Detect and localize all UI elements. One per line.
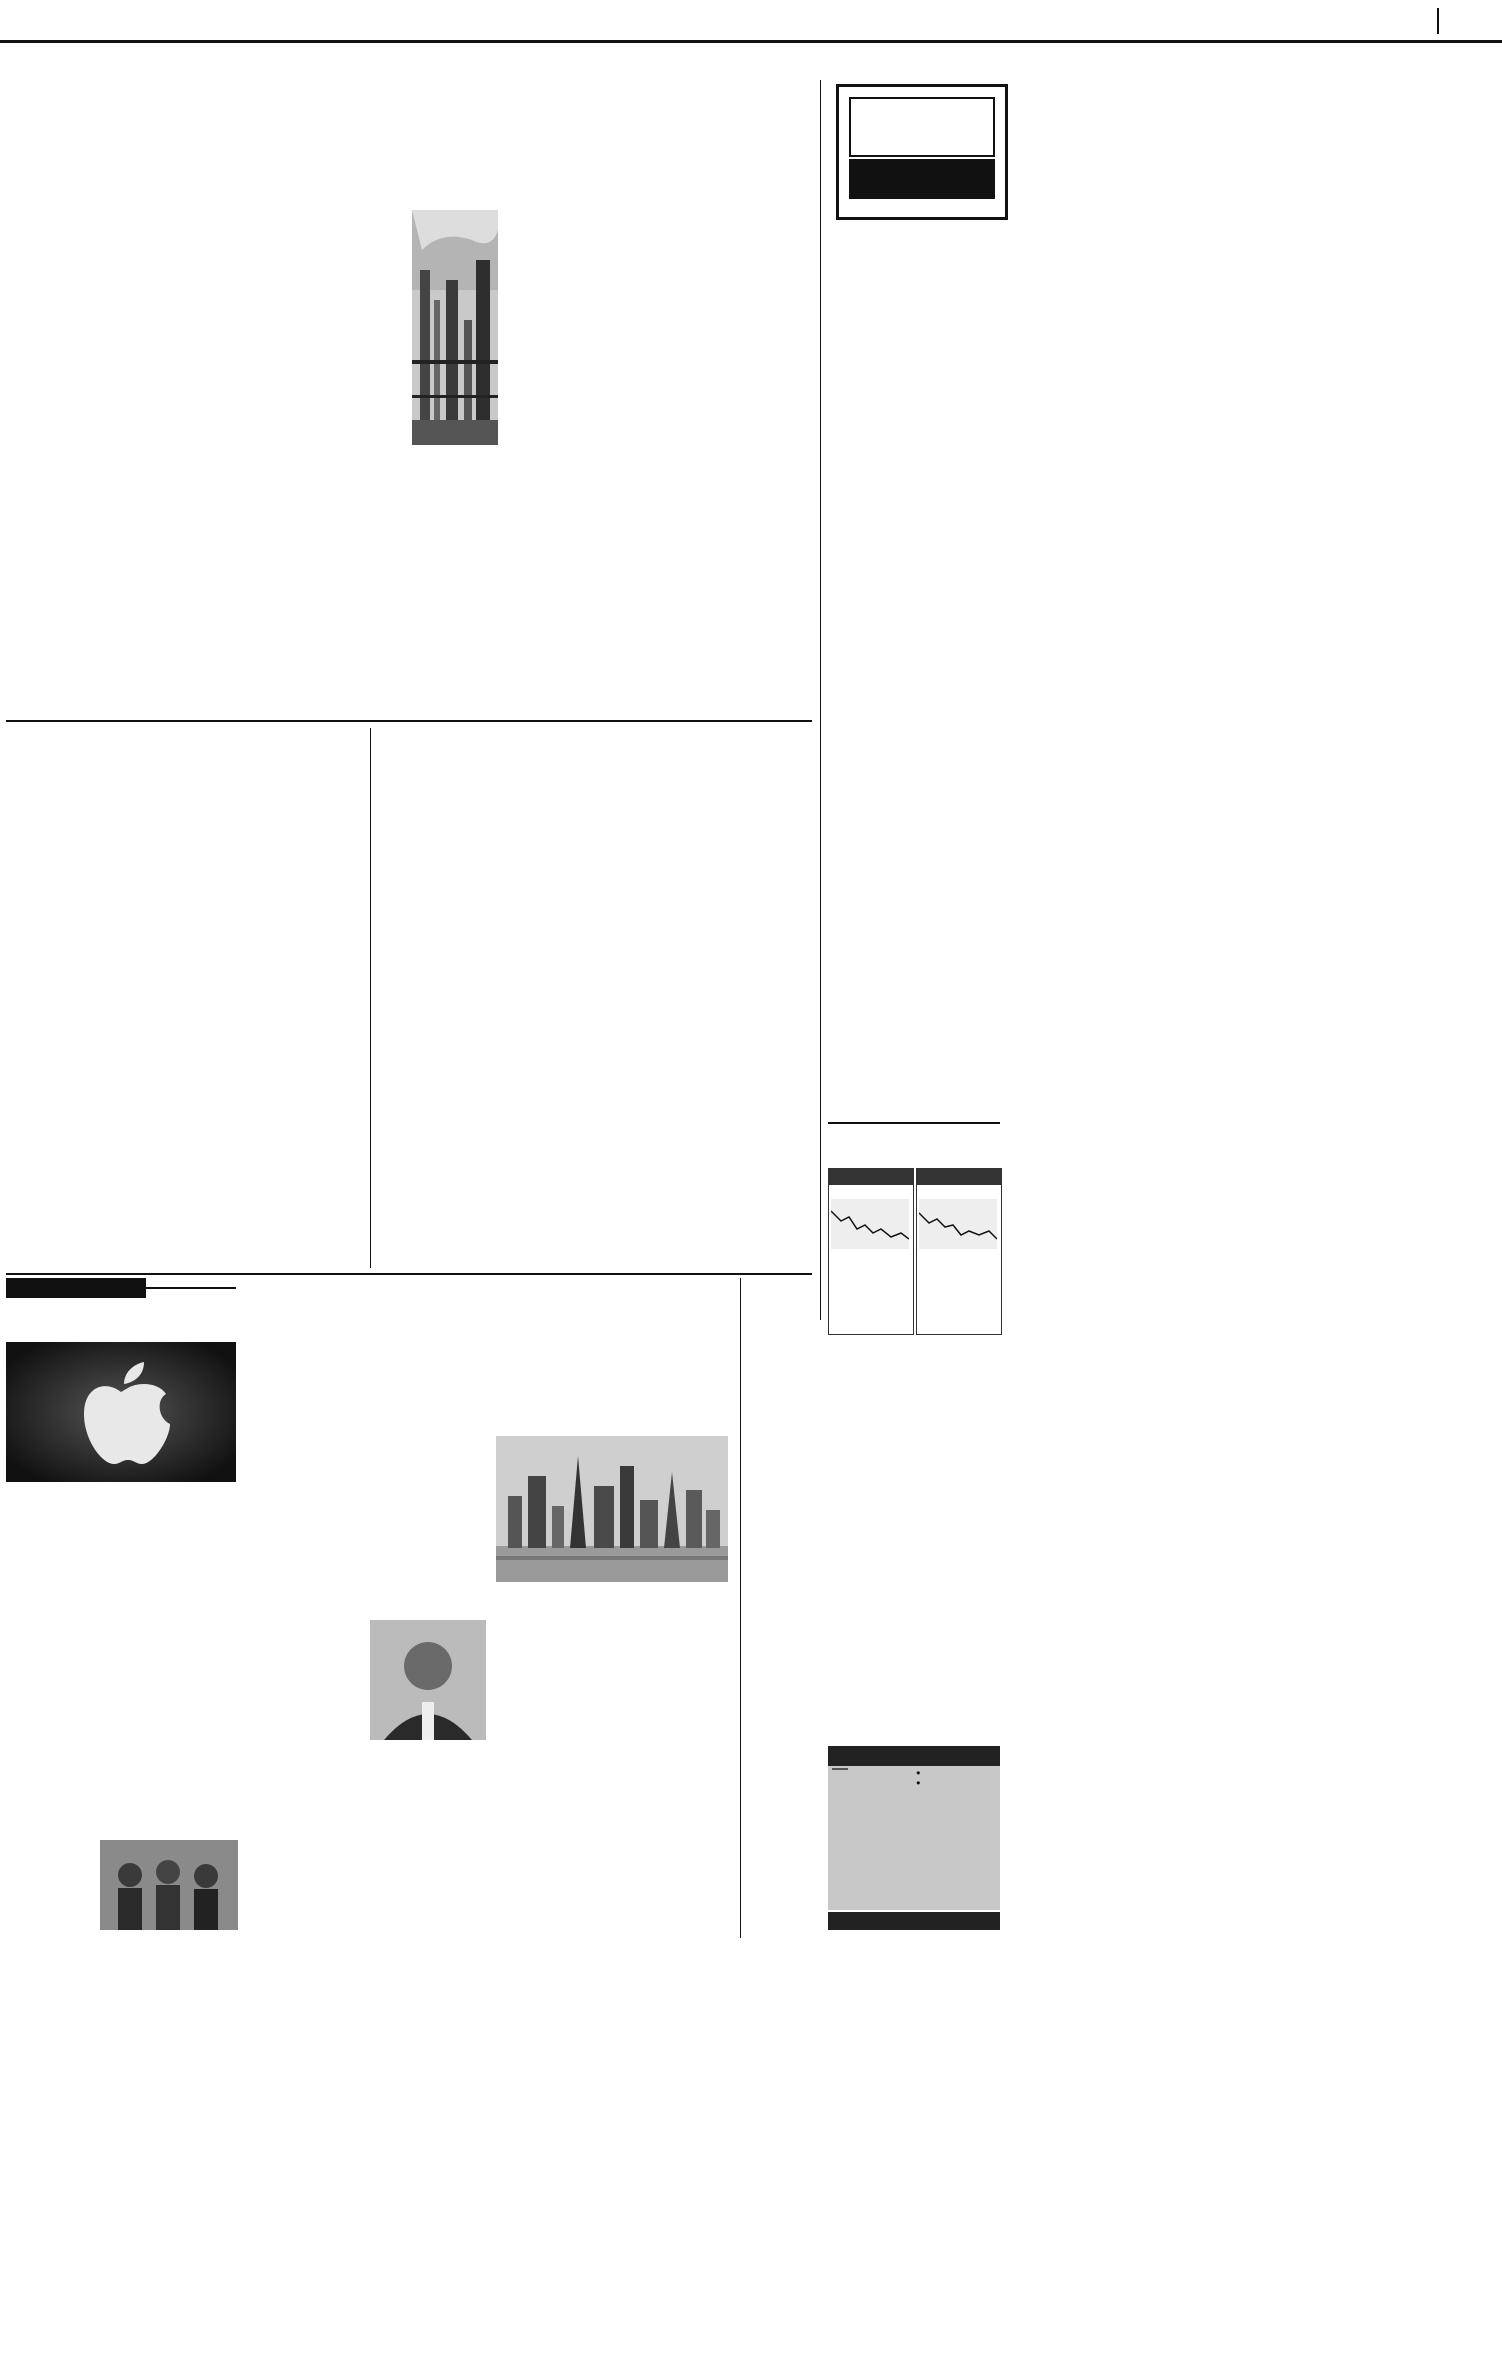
bullion-title [828, 1746, 1000, 1766]
bullion-cities-label [832, 1768, 848, 1770]
masthead-divider [1437, 8, 1439, 34]
gold-legend-dot: ● [916, 1768, 921, 1777]
sahai-portrait [370, 1620, 486, 1740]
sidebar-divider [820, 80, 821, 1320]
short-takes-logo [836, 84, 1008, 220]
lead-bottom-rule [6, 720, 812, 722]
bullion-legend [916, 1768, 921, 1788]
masthead-rule [0, 40, 1502, 43]
apple-logo-icon [6, 1342, 236, 1482]
sahai-photo [370, 1620, 486, 1740]
talent-photo-illustration [100, 1840, 238, 1930]
bizcafe-label-bar [6, 1278, 146, 1298]
currency-box [828, 1912, 1000, 2004]
bullion-box [828, 1746, 1000, 1910]
talent-photo [100, 1840, 238, 1930]
short-takes-logo-top [849, 97, 995, 157]
nse-line-chart [919, 1199, 997, 1249]
short-takes-rule [828, 1122, 1000, 1124]
refinery-illustration [412, 210, 498, 445]
bizcafe-label-line [146, 1287, 236, 1289]
short-takes-logo-bottom [849, 159, 995, 199]
nse-panel [916, 1168, 1002, 1335]
refinery-photo [412, 210, 498, 445]
currency-title [828, 1912, 1000, 1930]
bizcafe-ict-divider [740, 1278, 741, 1938]
mid-rule [6, 1273, 812, 1275]
silver-legend-dot: ● [916, 1778, 921, 1787]
doha-skyline-illustration [496, 1436, 728, 1582]
bse-line-chart [831, 1199, 909, 1249]
apple-logo-photo [6, 1342, 236, 1482]
doha-skyline-photo [496, 1436, 728, 1582]
bse-panel [828, 1168, 914, 1335]
ceib-plan-divider [370, 728, 371, 1268]
